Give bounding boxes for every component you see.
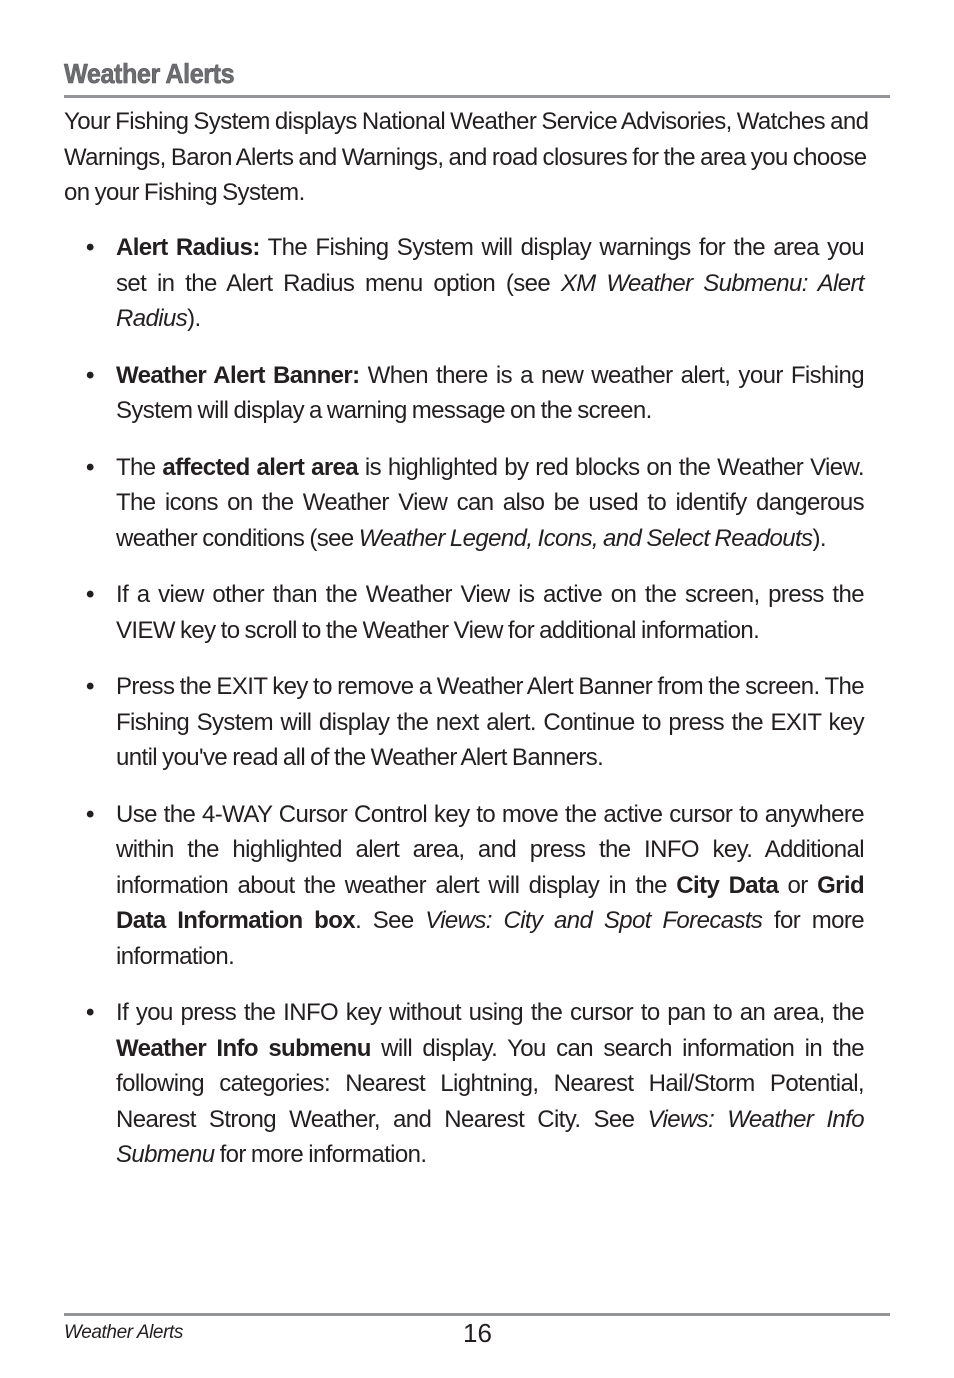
bullet-item [86, 358, 864, 429]
bullet-icon: • [86, 581, 94, 608]
bullet-text: If a view other than the Weather View is active on the screen, press the VIEW key to scroll to the Weather View for additional information. [116, 581, 864, 644]
bullet-list [86, 230, 864, 1194]
bullet-text: is highlighted by red blocks on the Weather View. The icons on the Weather View can also be used to identify dangerous weather conditions (see [116, 453, 864, 552]
bullet-text: When there is a new weather alert, your Fishing System will display a warning message on the screen. [116, 361, 864, 424]
bullet-icon: • [86, 361, 94, 389]
bullet-reference: XM Weather Submenu: Alert Radius [116, 269, 864, 332]
heading-divider [64, 95, 890, 98]
bullet-item [86, 230, 864, 337]
bullet-term: City Data [676, 871, 779, 899]
bullet-item [86, 995, 864, 1173]
bullet-item [86, 450, 864, 557]
bullet-icon: • [86, 800, 94, 828]
bullet-reference: Views: City and Spot Forecasts [425, 907, 763, 934]
footer-section-title: Weather Alerts [64, 1322, 184, 1343]
bullet-term: Alert Radius: [116, 234, 260, 261]
bullet-text: or [778, 871, 818, 899]
bullet-icon: • [86, 673, 94, 700]
bullet-text: ). [812, 524, 826, 552]
bullet-reference: Views: Weather Info Submenu [116, 1105, 864, 1168]
bullet-text: ). [187, 305, 201, 332]
bullet-reference: Weather Legend, Icons, and Select Readouts [358, 524, 813, 552]
bullet-icon: • [86, 999, 94, 1026]
bullet-term: Weather Alert Banner: [116, 361, 360, 389]
bullet-term: affected alert area [162, 453, 359, 481]
bullet-text: for more information. [116, 907, 865, 970]
intro-paragraph: Your Fishing System displays National Weather Service Advisories, Watches and Warnings, Baron Alerts and Warnings, and road closures for the area you choose on your Fishing System. [64, 108, 869, 206]
bullet-item [86, 797, 864, 975]
manual-page [64, 0, 890, 1378]
bullet-term: Grid Data Information box [116, 871, 864, 934]
footer-divider [64, 1313, 890, 1316]
bullet-text: The [116, 453, 163, 481]
bullet-text: Press the EXIT key to remove a Weather Alert Banner from the screen. The Fishing System will display the next alert. Continue to press the EXIT key until you've read all of the Weather Alert Banners. [116, 673, 864, 771]
section-heading: Weather Alerts [64, 58, 235, 89]
bullet-text: will display. You can search information in the following categories: Nearest Lightning, Nearest Hail/Storm Potential, Nearest Strong Weather, and Nearest City. See [116, 1034, 865, 1133]
bullet-icon: • [86, 234, 94, 261]
page-number: 16 [463, 1318, 492, 1348]
bullet-text: Use the 4-WAY Cursor Control key to move the active cursor to anywhere within the highlighted alert area, and press the INFO key. Additional information about the weather alert will display in the [116, 800, 864, 899]
bullet-text: . See [355, 907, 426, 934]
bullet-item [86, 669, 864, 776]
bullet-term: Weather Info submenu [116, 1034, 371, 1062]
bullet-text: The Fishing System will display warnings for the area you set in the Alert Radius menu option (see [116, 234, 864, 297]
bullet-text: for more information. [214, 1141, 427, 1168]
bullet-item [86, 577, 864, 648]
bullet-text: If you press the INFO key without using the cursor to pan to an area, the [116, 999, 864, 1026]
bullet-icon: • [86, 453, 94, 481]
